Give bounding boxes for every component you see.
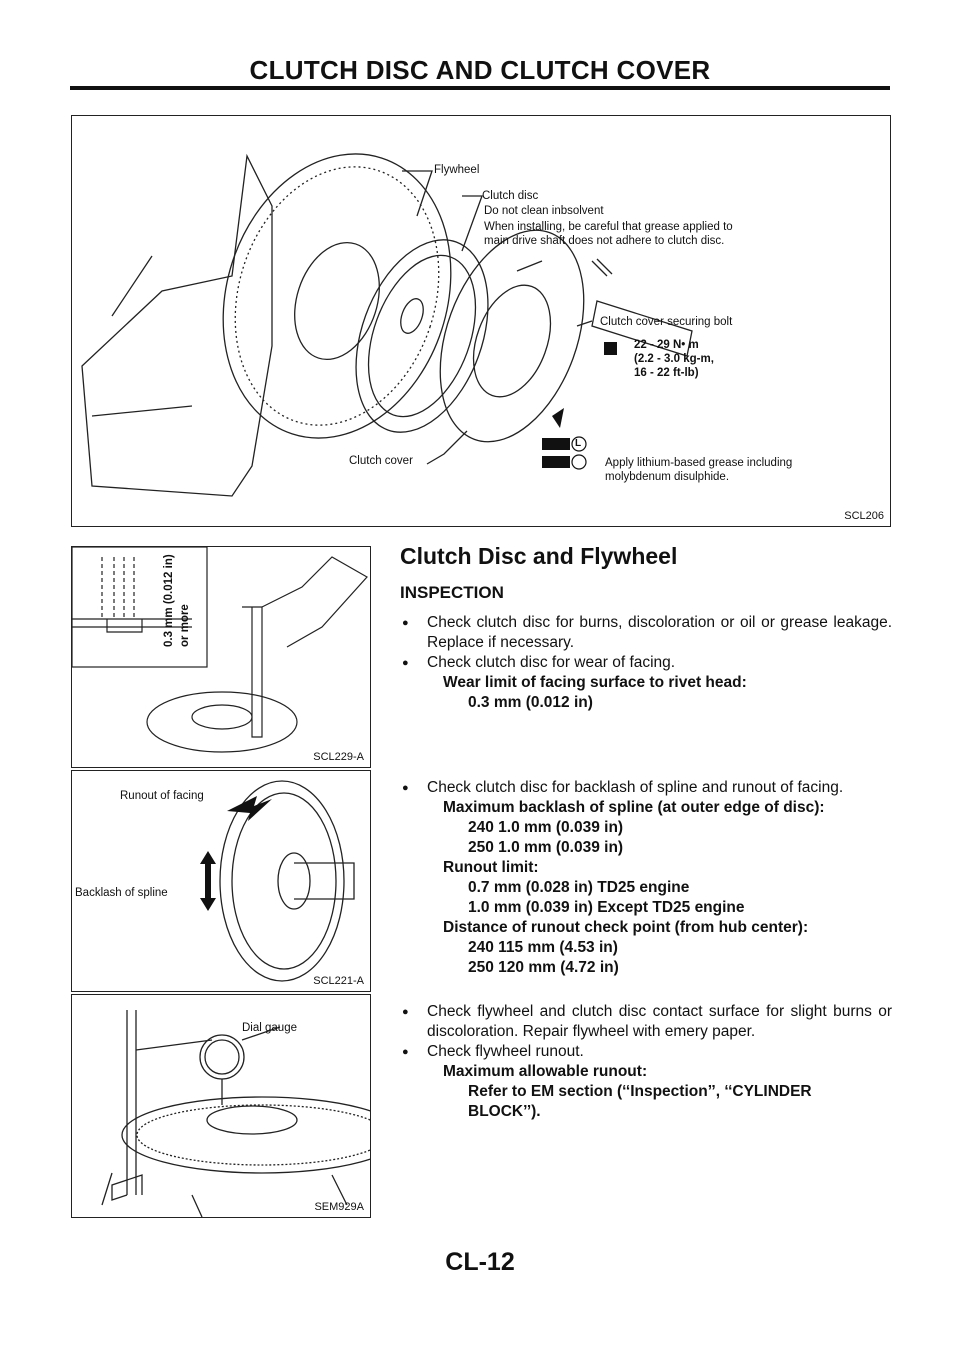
spec-label: Wear limit of facing surface to rivet head: (443, 674, 747, 691)
page-number: CL-12 (445, 1248, 515, 1276)
label-flywheel: Flywheel (434, 164, 480, 176)
inspection-block-3 (400, 1002, 892, 1122)
label-grease2: molybdenum disulphide. (605, 471, 730, 483)
inspection-block-2 (400, 778, 892, 978)
label-torque2: (2.2 - 3.0 kg-m, (634, 353, 714, 365)
figure-runout-backlash (71, 770, 371, 992)
spec-value: 240 1.0 mm (0.039 in) (468, 819, 624, 836)
figure-code: SCL221-A (313, 975, 364, 987)
wear-measurement-drawing (72, 547, 370, 767)
bullet-item: ● Check clutch disc for backlash of spline and runout of facing. (400, 778, 892, 798)
bullet-item: ● Check clutch disc for burns, discoloration or oil or grease leakage. Replace if necessary. (400, 613, 892, 653)
spec-label: Distance of runout check point (from hub center): (443, 919, 809, 936)
spec-value: 0.7 mm (0.028 in) TD25 engine (468, 879, 690, 896)
figure-code: SEM929A (314, 1201, 364, 1213)
spec-value: 0.3 mm (0.012 in) (468, 694, 593, 711)
inspection-block-1 (400, 613, 892, 713)
spec-value: 250 1.0 mm (0.039 in) (468, 839, 624, 856)
label-clutch-disc: Clutch disc (482, 190, 539, 202)
fig2-label1: Runout of facing (120, 790, 204, 802)
section-title: Clutch Disc and Flywheel (400, 543, 678, 569)
figure-clutch-assembly (71, 115, 891, 527)
section-subtitle: INSPECTION (400, 583, 504, 602)
label-note2b: main drive shaft does not adhere to clutch disc. (484, 235, 725, 247)
spec-value: BLOCK’’). (468, 1103, 541, 1120)
figure-dial-gauge (71, 994, 371, 1218)
bullet-item: ● Check flywheel and clutch disc contact surface for slight burns or discoloration. Repair flywheel with emery paper. (400, 1002, 892, 1042)
label-bolt: Clutch cover securing bolt (600, 316, 733, 328)
spec-label: Maximum backlash of spline (at outer edge of disc): (443, 799, 825, 816)
fig2-label2: Backlash of spline (75, 887, 168, 899)
label-torque3: 16 - 22 ft-lb) (634, 367, 699, 379)
label-torque1: 22 - 29 N• m (634, 339, 699, 351)
bullet-item: ● Check clutch disc for wear of facing. (400, 653, 892, 673)
label-grease-symbol: L (575, 438, 582, 449)
spec-label: Runout limit: (443, 859, 539, 876)
header-rule (70, 86, 890, 90)
spec-value: 250 120 mm (4.72 in) (468, 959, 619, 976)
spec-value: Refer to EM section (‘‘Inspection’’, ‘‘CYLINDER (468, 1083, 812, 1100)
fig1-label1: 0.3 mm (0.012 in) (163, 554, 175, 647)
label-note2a: When installing, be careful that grease applied to (484, 221, 733, 233)
fig3-label1: Dial gauge (242, 1022, 297, 1034)
label-grease1: Apply lithium-based grease including (605, 457, 793, 469)
figure-code: SCL206 (844, 510, 884, 522)
label-clutch-cover: Clutch cover (349, 455, 413, 467)
runout-drawing (72, 771, 370, 991)
spec-value: 240 115 mm (4.53 in) (468, 939, 618, 956)
dial-gauge-drawing (72, 995, 370, 1217)
page-header: CLUTCH DISC AND CLUTCH COVER (249, 55, 711, 85)
bullet-item: ● Check flywheel runout. (400, 1042, 892, 1062)
fig1-label2: or more (179, 604, 191, 647)
spec-value: 1.0 mm (0.039 in) Except TD25 engine (468, 899, 745, 916)
spec-label: Maximum allowable runout: (443, 1063, 648, 1080)
figure-code: SCL229-A (313, 751, 364, 763)
label-note1: Do not clean inbsolvent (484, 205, 604, 217)
figure-wear-limit (71, 546, 371, 768)
